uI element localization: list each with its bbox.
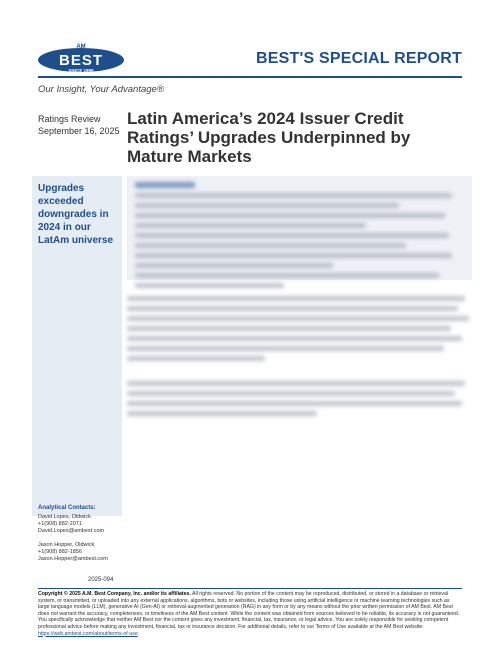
blurred-paragraph-2	[127, 381, 472, 421]
callout-text: Upgrades exceeded downgrades in 2024 in our LatAm universe	[38, 183, 114, 246]
contacts-heading: Analytical Contacts:	[38, 505, 96, 511]
copyright-notice: Copyright © 2025 A.M. Best Company, Inc. and/or its affiliates.	[38, 591, 191, 597]
contact-email[interactable]: Jason.Hopper@ambest.com	[38, 556, 108, 562]
footer-divider	[38, 588, 462, 589]
key-takeaways-box	[127, 176, 472, 280]
am-best-logo	[38, 44, 124, 74]
report-type: Ratings Review	[38, 114, 101, 124]
blurred-paragraph-1	[127, 296, 472, 366]
logo-since: SINCE 1899	[68, 68, 94, 73]
analytical-contacts	[38, 505, 128, 563]
blurred-summary	[135, 182, 465, 293]
contact-name: David Lopes, Oldwick	[38, 514, 91, 520]
logo-best: BEST	[58, 52, 103, 69]
report-date: September 16, 2025	[38, 126, 120, 136]
copyright-body: All rights reserved. No portion of the content may be reproduced, distributed, or stored in a database or retrieval system, or transmitted, or uploaded into any external applications, algorithms, bots or websites, including those using artificial intelligence or machine learning technologies such as large language models (LLM), generative AI (Gen-AI) or retrieval-augmented generation (RAG) in any form or by any means without the prior written permission of AM Best. AM Best does not warrant the accuracy, completeness, or timeliness of the AM Best content. While the content was obtained from sources believed to be reliable, its accuracy is not guaranteed. You specifically acknowledge that neither AM Best nor the content gives any investment, financial, tax, insurance, or legal advice. You are solely responsible for seeking competent professional advice before making any investment, financial, tax or insurance decision. For additional details, refer to our Terms of Use available at the AM Best website:	[38, 591, 460, 630]
contact-phone: +1(908) 882-1856	[38, 549, 82, 555]
tagline: Our Insight, Your Advantage®	[38, 84, 164, 95]
page-title: Latin America’s 2024 Issuer Credit Ratings’ Upgrades Underpinned by Mature Markets	[127, 109, 411, 166]
contact-name: Jason Hopper, Oldwick	[38, 542, 95, 548]
contact-email[interactable]: David.Lopes@ambest.com	[38, 528, 105, 534]
header-divider	[38, 76, 462, 78]
document-number: 2025-094	[88, 577, 114, 583]
copyright-footer	[38, 591, 462, 637]
logo-am: AM	[76, 44, 86, 50]
footer-end: .	[137, 630, 140, 637]
report-meta	[38, 113, 120, 137]
report-series-title: BEST'S SPECIAL REPORT	[256, 50, 462, 67]
terms-of-use-link[interactable]: https://web.ambest.com/about/terms-of-use	[38, 630, 138, 637]
contact-phone: +1(908) 882-2071	[38, 521, 82, 527]
